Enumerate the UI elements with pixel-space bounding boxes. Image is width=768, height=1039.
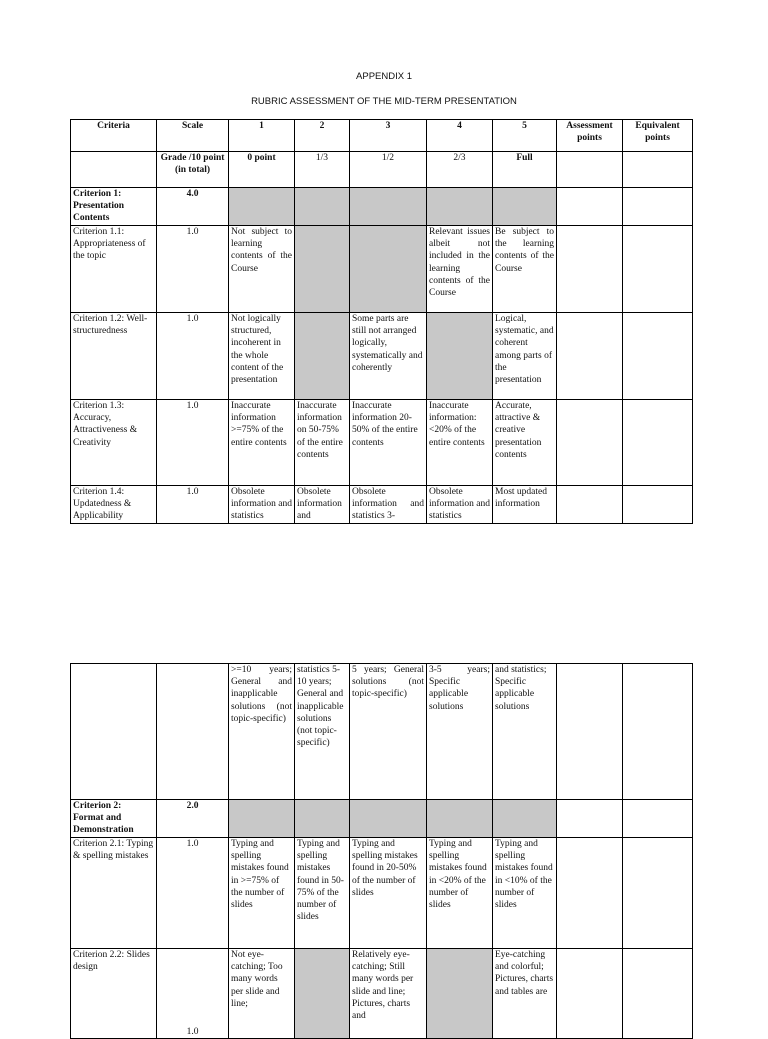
level-1-header: 1 bbox=[229, 120, 295, 152]
criterion-1-3-level-4: Inaccurate information: <20% of the entire contents bbox=[427, 400, 493, 486]
criterion-2-2-level-1: Not eye-catching; Too many words per slide and line; bbox=[229, 949, 295, 1039]
shaded-cell bbox=[427, 949, 493, 1039]
criterion-2-1-level-5: Typing and spelling mistakes found in <10% of the number of slides bbox=[493, 838, 557, 949]
criterion-2-1-name: Criterion 2.1: Typing & spelling mistakes bbox=[71, 838, 157, 949]
criterion-1-2-level-5: Logical, systematic, and coherent among parts of the presentation bbox=[493, 313, 557, 400]
level-1-points: 0 point bbox=[229, 152, 295, 188]
assessment-input bbox=[557, 664, 623, 800]
criterion-1-1-row bbox=[71, 226, 693, 313]
level-2-points: 1/3 bbox=[295, 152, 350, 188]
criterion-1-4-level-3-cont: 5 years; General solutions (not topic-specific) bbox=[350, 664, 427, 800]
criterion-2-1-level-2: Typing and spelling mistakes found in 50-75% of the number of slides bbox=[295, 838, 350, 949]
rubric-title: RUBRIC ASSESSMENT OF THE MID-TERM PRESENTATION bbox=[251, 96, 517, 107]
equivalent-input bbox=[623, 188, 693, 226]
criterion-2-row bbox=[71, 800, 693, 838]
criterion-1-4-level-1-cont: >=10 years; General and inapplicable solutions (not topic-specific) bbox=[229, 664, 295, 800]
assessment-input bbox=[557, 400, 623, 486]
criterion-1-3-level-1: Inaccurate information >=75% of the entire contents bbox=[229, 400, 295, 486]
empty-cell bbox=[157, 664, 229, 800]
criterion-2-2-scale: 1.0 bbox=[157, 949, 229, 1039]
equivalent-input bbox=[623, 486, 693, 524]
assessment-input bbox=[557, 949, 623, 1039]
shaded-cell bbox=[350, 226, 427, 313]
level-3-header: 3 bbox=[350, 120, 427, 152]
criterion-2-2-level-3: Relatively eye-catching; Still many words per slide and line; Pictures, charts and bbox=[350, 949, 427, 1039]
criterion-2-1-level-3: Typing and spelling mistakes found in 20-50% of the number of slides bbox=[350, 838, 427, 949]
shaded-cell bbox=[295, 226, 350, 313]
equivalent-input bbox=[623, 226, 693, 313]
criterion-1-row bbox=[71, 188, 693, 226]
criterion-2-scale: 2.0 bbox=[157, 800, 229, 838]
shaded-cell bbox=[229, 188, 295, 226]
criterion-1-2-scale: 1.0 bbox=[157, 313, 229, 400]
criterion-1-4-level-5: Most updated information bbox=[493, 486, 557, 524]
assessment-input bbox=[557, 838, 623, 949]
criterion-2-name: Criterion 2: Format and Demonstration bbox=[71, 800, 157, 838]
level-5-header: 5 bbox=[493, 120, 557, 152]
criterion-2-2-level-5: Eye-catching and colorful; Pictures, charts and tables are bbox=[493, 949, 557, 1039]
criterion-2-1-row bbox=[71, 838, 693, 949]
criterion-1-4-name: Criterion 1.4: Updatedness & Applicability bbox=[71, 486, 157, 524]
shaded-cell bbox=[493, 188, 557, 226]
criterion-1-4-level-2: Obsolete information and bbox=[295, 486, 350, 524]
rubric-table-part2 bbox=[70, 663, 693, 1039]
header-row bbox=[71, 120, 693, 152]
criterion-1-1-level-1: Not subject to learning contents of the Course bbox=[229, 226, 295, 313]
level-3-points: 1/2 bbox=[350, 152, 427, 188]
assessment-input bbox=[557, 313, 623, 400]
criterion-1-3-level-3: Inaccurate information 20-50% of the entire contents bbox=[350, 400, 427, 486]
level-5-points: Full bbox=[493, 152, 557, 188]
criterion-1-4-level-1: Obsolete information and statistics bbox=[229, 486, 295, 524]
subheader-row bbox=[71, 152, 693, 188]
rubric-table-part1 bbox=[70, 119, 693, 524]
level-4-points: 2/3 bbox=[427, 152, 493, 188]
criterion-1-4-level-4: Obsolete information and statistics bbox=[427, 486, 493, 524]
criterion-1-4-scale: 1.0 bbox=[157, 486, 229, 524]
criterion-2-1-level-1: Typing and spelling mistakes found in >=75% of the number of slides bbox=[229, 838, 295, 949]
shaded-cell bbox=[295, 188, 350, 226]
level-2-header: 2 bbox=[295, 120, 350, 152]
assessment-input bbox=[557, 188, 623, 226]
criterion-1-3-level-2: Inaccurate information on 50-75% of the entire contents bbox=[295, 400, 350, 486]
equivalent-points-header: Equivalent points bbox=[623, 120, 693, 152]
level-4-header: 4 bbox=[427, 120, 493, 152]
shaded-cell bbox=[350, 188, 427, 226]
assessment-points-header: Assessment points bbox=[557, 120, 623, 152]
equivalent-input bbox=[623, 152, 693, 188]
shaded-cell bbox=[295, 949, 350, 1039]
assessment-input bbox=[557, 152, 623, 188]
criteria-header: Criteria bbox=[71, 120, 157, 152]
shaded-cell bbox=[295, 800, 350, 838]
equivalent-input bbox=[623, 949, 693, 1039]
assessment-input bbox=[557, 486, 623, 524]
criterion-1-4-level-3: Obsolete information and statistics 3- bbox=[350, 486, 427, 524]
assessment-input bbox=[557, 800, 623, 838]
equivalent-input bbox=[623, 838, 693, 949]
grade-scale-header: Grade /10 point (in total) bbox=[157, 152, 229, 188]
shaded-cell bbox=[350, 800, 427, 838]
shaded-cell bbox=[427, 188, 493, 226]
criterion-1-4-level-2-cont: statistics 5-10 years; General and inapplicable solutions (not topic-specific) bbox=[295, 664, 350, 800]
scale-header: Scale bbox=[157, 120, 229, 152]
criterion-1-1-scale: 1.0 bbox=[157, 226, 229, 313]
criterion-1-3-level-5: Accurate, attractive & creative presentation contents bbox=[493, 400, 557, 486]
equivalent-input bbox=[623, 664, 693, 800]
criterion-2-1-scale: 1.0 bbox=[157, 838, 229, 949]
criterion-1-4-level-5-cont: and statistics; Specific applicable solutions bbox=[493, 664, 557, 800]
criterion-1-1-level-5: Be subject to the learning contents of the Course bbox=[493, 226, 557, 313]
criterion-1-3-scale: 1.0 bbox=[157, 400, 229, 486]
continuation-row bbox=[71, 664, 693, 800]
criterion-1-2-row bbox=[71, 313, 693, 400]
shaded-cell bbox=[229, 800, 295, 838]
assessment-input bbox=[557, 226, 623, 313]
criterion-2-2-name: Criterion 2.2: Slides design bbox=[71, 949, 157, 1039]
criterion-1-2-name: Criterion 1.2: Well-structuredness bbox=[71, 313, 157, 400]
criterion-1-name: Criterion 1: Presentation Contents bbox=[71, 188, 157, 226]
shaded-cell bbox=[295, 313, 350, 400]
criterion-1-1-name: Criterion 1.1: Appropriateness of the topic bbox=[71, 226, 157, 313]
criterion-1-3-name: Criterion 1.3: Accuracy, Attractiveness & Creativity bbox=[71, 400, 157, 486]
shaded-cell bbox=[427, 313, 493, 400]
equivalent-input bbox=[623, 400, 693, 486]
equivalent-input bbox=[623, 800, 693, 838]
criterion-1-2-level-1: Not logically structured, incoherent in the whole content of the presentation bbox=[229, 313, 295, 400]
criterion-2-1-level-4: Typing and spelling mistakes found in <20% of the number of slides bbox=[427, 838, 493, 949]
empty-cell bbox=[71, 664, 157, 800]
equivalent-input bbox=[623, 313, 693, 400]
criterion-1-4-level-4-cont: 3-5 years; Specific applicable solutions bbox=[427, 664, 493, 800]
criterion-1-2-level-3: Some parts are still not arranged logically, systematically and coherently bbox=[350, 313, 427, 400]
criterion-1-3-row bbox=[71, 400, 693, 486]
shaded-cell bbox=[427, 800, 493, 838]
shaded-cell bbox=[493, 800, 557, 838]
criterion-1-1-level-4: Relevant issues albeit not included in the learning contents of the Course bbox=[427, 226, 493, 313]
criterion-1-4-row bbox=[71, 486, 693, 524]
criterion-2-2-row bbox=[71, 949, 693, 1039]
criterion-1-scale: 4.0 bbox=[157, 188, 229, 226]
empty-cell bbox=[71, 152, 157, 188]
appendix-title: APPENDIX 1 bbox=[356, 71, 412, 82]
